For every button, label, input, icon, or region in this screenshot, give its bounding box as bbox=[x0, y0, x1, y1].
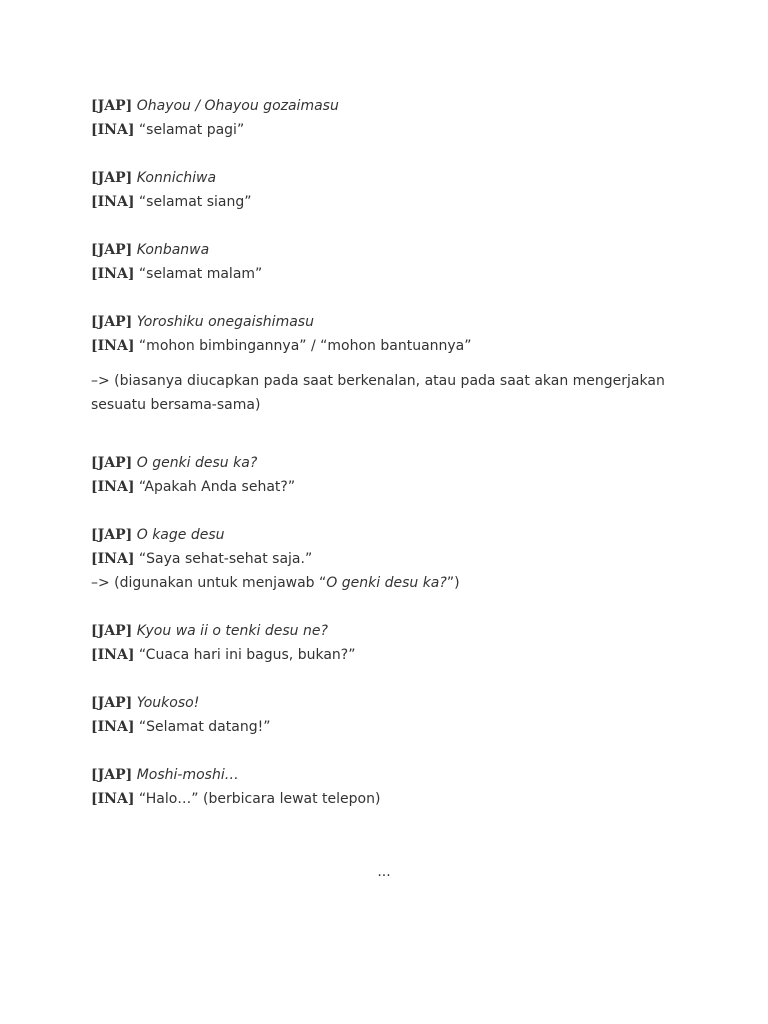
entry-ina-line bbox=[91, 262, 691, 286]
entry-ina-line bbox=[91, 547, 691, 571]
entry-ina-line bbox=[91, 787, 691, 811]
entry-jap-line bbox=[91, 619, 691, 643]
indonesian-translation: “Selamat datang!” bbox=[138, 719, 271, 735]
entry-jap-line bbox=[91, 310, 691, 334]
indonesian-translation: “selamat malam” bbox=[138, 266, 263, 282]
japanese-phrase: O kage desu bbox=[136, 527, 225, 543]
japanese-phrase: Yoroshiku onegaishimasu bbox=[136, 314, 314, 330]
entry-jap-line bbox=[91, 523, 691, 547]
jap-tag: [JAP] bbox=[91, 695, 133, 711]
japanese-phrase: O genki desu ka? bbox=[136, 455, 258, 471]
indonesian-translation: “Apakah Anda sehat?” bbox=[138, 479, 296, 495]
jap-tag: [JAP] bbox=[91, 98, 133, 114]
jap-tag: [JAP] bbox=[91, 767, 133, 783]
ina-tag: [INA] bbox=[91, 551, 135, 567]
entry-ina-line bbox=[91, 475, 691, 499]
usage-note bbox=[91, 571, 691, 595]
ina-tag: [INA] bbox=[91, 479, 135, 495]
entry-jap-line bbox=[91, 94, 691, 118]
japanese-phrase: Konnichiwa bbox=[136, 170, 217, 186]
indonesian-translation: “selamat siang” bbox=[138, 194, 252, 210]
usage-note: –> (biasanya diucapkan pada saat berkenalan, atau pada saat akan mengerjakan sesuatu bersama-sama) bbox=[91, 373, 665, 413]
entry-ina-line bbox=[91, 190, 691, 214]
entry-jap-line bbox=[91, 691, 691, 715]
indonesian-translation: “selamat pagi” bbox=[138, 122, 245, 138]
ina-tag: [INA] bbox=[91, 266, 135, 282]
entry-ina-line bbox=[91, 118, 691, 142]
ina-tag: [INA] bbox=[91, 338, 135, 354]
ina-tag: [INA] bbox=[91, 122, 135, 138]
jap-tag: [JAP] bbox=[91, 242, 133, 258]
ina-tag: [INA] bbox=[91, 647, 135, 663]
japanese-phrase: Kyou wa ii o tenki desu ne? bbox=[136, 623, 328, 639]
entry-jap-line bbox=[91, 238, 691, 262]
entry-jap-line bbox=[91, 166, 691, 190]
jap-tag: [JAP] bbox=[91, 314, 133, 330]
entry-ina-line bbox=[91, 715, 691, 739]
jap-tag: [JAP] bbox=[91, 527, 133, 543]
entry-ina-line bbox=[91, 643, 691, 667]
entry-ina-line bbox=[91, 334, 691, 358]
jap-tag: [JAP] bbox=[91, 170, 133, 186]
indonesian-translation: “Saya sehat-sehat saja.” bbox=[138, 551, 313, 567]
japanese-phrase: Ohayou / Ohayou gozaimasu bbox=[136, 98, 339, 114]
entry-jap-line bbox=[91, 451, 691, 475]
japanese-phrase: Youkoso! bbox=[136, 695, 200, 711]
ina-tag: [INA] bbox=[91, 194, 135, 210]
indonesian-translation: “Halo…” (berbicara lewat telepon) bbox=[138, 791, 381, 807]
ina-tag: [INA] bbox=[91, 791, 135, 807]
document-body bbox=[91, 94, 691, 811]
ina-tag: [INA] bbox=[91, 719, 135, 735]
note-prefix: –> (digunakan untuk menjawab “ bbox=[91, 575, 327, 591]
note-suffix: ”) bbox=[446, 575, 460, 591]
jap-tag: [JAP] bbox=[91, 623, 133, 639]
indonesian-translation: “Cuaca hari ini bagus, bukan?” bbox=[138, 647, 356, 663]
japanese-phrase: Konbanwa bbox=[136, 242, 210, 258]
japanese-phrase: Moshi-moshi… bbox=[136, 767, 239, 783]
indonesian-translation: “mohon bimbingannya” / “mohon bantuannya” bbox=[138, 338, 472, 354]
jap-tag: [JAP] bbox=[91, 455, 133, 471]
entry-jap-line bbox=[91, 763, 691, 787]
note-japanese-phrase: O genki desu ka? bbox=[326, 575, 447, 591]
continuation-ellipsis: ... bbox=[377, 864, 391, 880]
